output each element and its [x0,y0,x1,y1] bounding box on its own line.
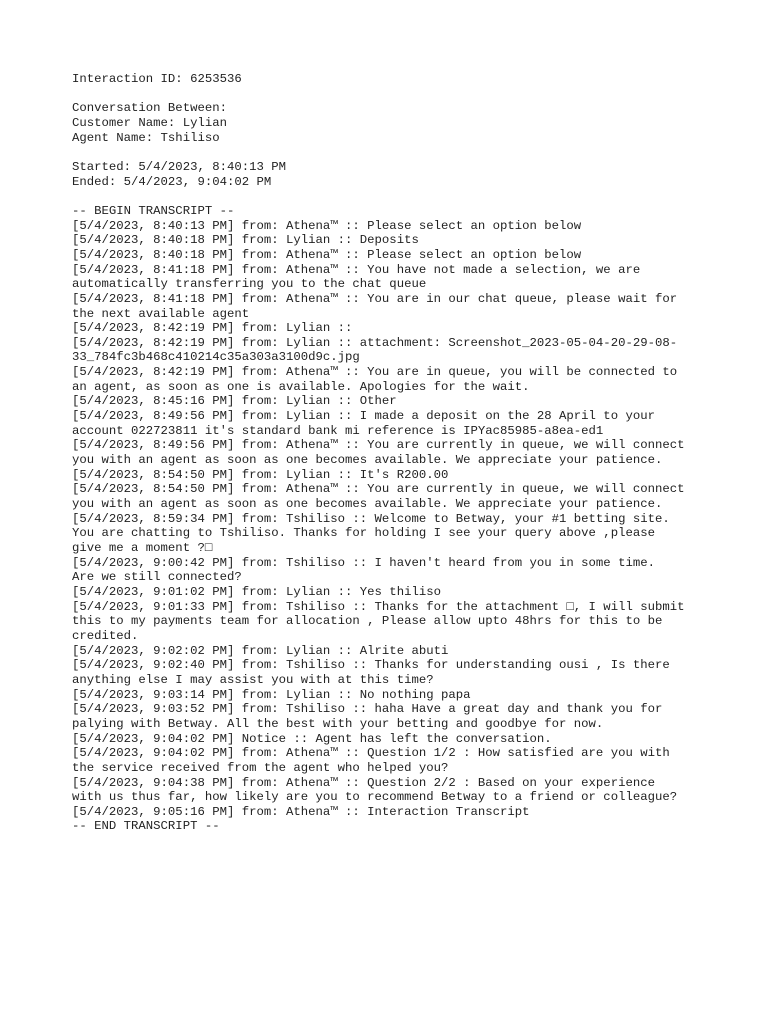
transcript-body [72,219,712,820]
transcript-line: credited. [72,628,139,643]
transcript-line: [5/4/2023, 9:04:02 PM] Notice :: Agent has left the conversation. [72,731,552,746]
transcript-line: [5/4/2023, 9:00:42 PM] from: Tshiliso :: I haven't heard from you in some time. [72,555,655,570]
transcript-line: the next available agent [72,306,250,321]
transcript-line: the service received from the agent who helped you? [72,760,449,775]
transcript-line: [5/4/2023, 9:01:33 PM] from: Tshiliso :: Thanks for the attachment □, I will submit [72,599,685,614]
transcript-line: [5/4/2023, 8:40:18 PM] from: Lylian :: Deposits [72,233,419,248]
transcript-line: you with an agent as soon as one becomes available. We appreciate your patience. [72,497,663,512]
transcript-line: anything else I may assist you with at this time? [72,672,434,687]
transcript-line: [5/4/2023, 8:40:18 PM] from: Athena™ :: Please select an option below [72,247,582,262]
interaction-id: Interaction ID: 6253536 [72,72,242,86]
transcript-line: give me a moment ?□ [72,541,213,555]
transcript-line: [5/4/2023, 9:04:38 PM] from: Athena™ :: Question 2/2 : Based on your experience [72,775,655,790]
transcript-line: 33_784fc3b468c410214c35a303a3100d9c.jpg [72,350,360,365]
transcript-line: this to my payments team for allocation , Please allow upto 48hrs for this to be [72,614,663,629]
end-transcript-marker: -- END TRANSCRIPT -- [72,819,220,834]
agent-name: Agent Name: Tshiliso [72,130,220,145]
transcript-line: [5/4/2023, 8:42:19 PM] from: Athena™ :: You are in queue, you will be connected to [72,365,678,380]
transcript-line: you with an agent as soon as one becomes available. We appreciate your patience. [72,453,663,468]
transcript-line: an agent, as soon as one is available. Apologies for the wait. [72,379,530,394]
transcript-line: [5/4/2023, 8:42:19 PM] from: Lylian :: [72,321,353,336]
begin-transcript-marker: -- BEGIN TRANSCRIPT -- [72,203,235,218]
transcript-document [72,72,712,834]
spacer [72,189,712,204]
transcript-line: [5/4/2023, 8:40:13 PM] from: Athena™ :: Please select an option below [72,218,582,233]
transcript-line: [5/4/2023, 9:02:02 PM] from: Lylian :: Alrite abuti [72,643,449,658]
transcript-line: automatically transferring you to the chat queue [72,277,427,292]
transcript-line: palying with Betway. All the best with your betting and goodbye for now. [72,716,604,731]
transcript-line: with us thus far, how likely are you to recommend Betway to a friend or colleague? [72,790,678,805]
transcript-line: [5/4/2023, 8:49:56 PM] from: Lylian :: I made a deposit on the 28 April to your [72,409,655,424]
transcript-line: [5/4/2023, 8:41:18 PM] from: Athena™ :: You have not made a selection, we are [72,262,641,277]
transcript-line: [5/4/2023, 9:04:02 PM] from: Athena™ :: Question 1/2 : How satisfied are you with [72,746,670,761]
started-time: Started: 5/4/2023, 8:40:13 PM [72,159,287,174]
transcript-line: [5/4/2023, 9:05:16 PM] from: Athena™ :: Interaction Transcript [72,804,530,819]
transcript-line: [5/4/2023, 9:02:40 PM] from: Tshiliso :: Thanks for understanding ousi , Is there [72,658,670,673]
spacer [72,145,712,160]
transcript-line: [5/4/2023, 8:54:50 PM] from: Athena™ :: You are currently in queue, we will connect [72,482,685,497]
transcript-line: [5/4/2023, 9:03:14 PM] from: Lylian :: No nothing papa [72,687,471,702]
transcript-line: [5/4/2023, 8:41:18 PM] from: Athena™ :: You are in our chat queue, please wait for [72,291,678,306]
ended-time: Ended: 5/4/2023, 9:04:02 PM [72,174,272,189]
transcript-line: [5/4/2023, 8:42:19 PM] from: Lylian :: attachment: Screenshot_2023-05-04-20-29-08- [72,335,678,350]
transcript-line: [5/4/2023, 8:59:34 PM] from: Tshiliso :: Welcome to Betway, your #1 betting site. [72,511,670,526]
customer-name: Customer Name: Lylian [72,115,227,130]
transcript-line: [5/4/2023, 9:03:52 PM] from: Tshiliso :: haha Have a great day and thank you for [72,702,663,717]
transcript-line: [5/4/2023, 8:45:16 PM] from: Lylian :: Other [72,394,397,409]
conversation-between-label: Conversation Between: [72,101,227,116]
transcript-line: Are we still connected? [72,570,242,585]
transcript-line: [5/4/2023, 8:49:56 PM] from: Athena™ :: You are currently in queue, we will connect [72,438,685,453]
transcript-line: You are chatting to Tshiliso. Thanks for holding I see your query above ,please [72,526,655,541]
transcript-line: [5/4/2023, 8:54:50 PM] from: Lylian :: It's R200.00 [72,467,449,482]
spacer [72,87,712,102]
transcript-line: [5/4/2023, 9:01:02 PM] from: Lylian :: Yes thiliso [72,584,441,599]
transcript-line: account 022723811 it's standard bank mi reference is IPYac85985-a8ea-ed1 [72,423,604,438]
